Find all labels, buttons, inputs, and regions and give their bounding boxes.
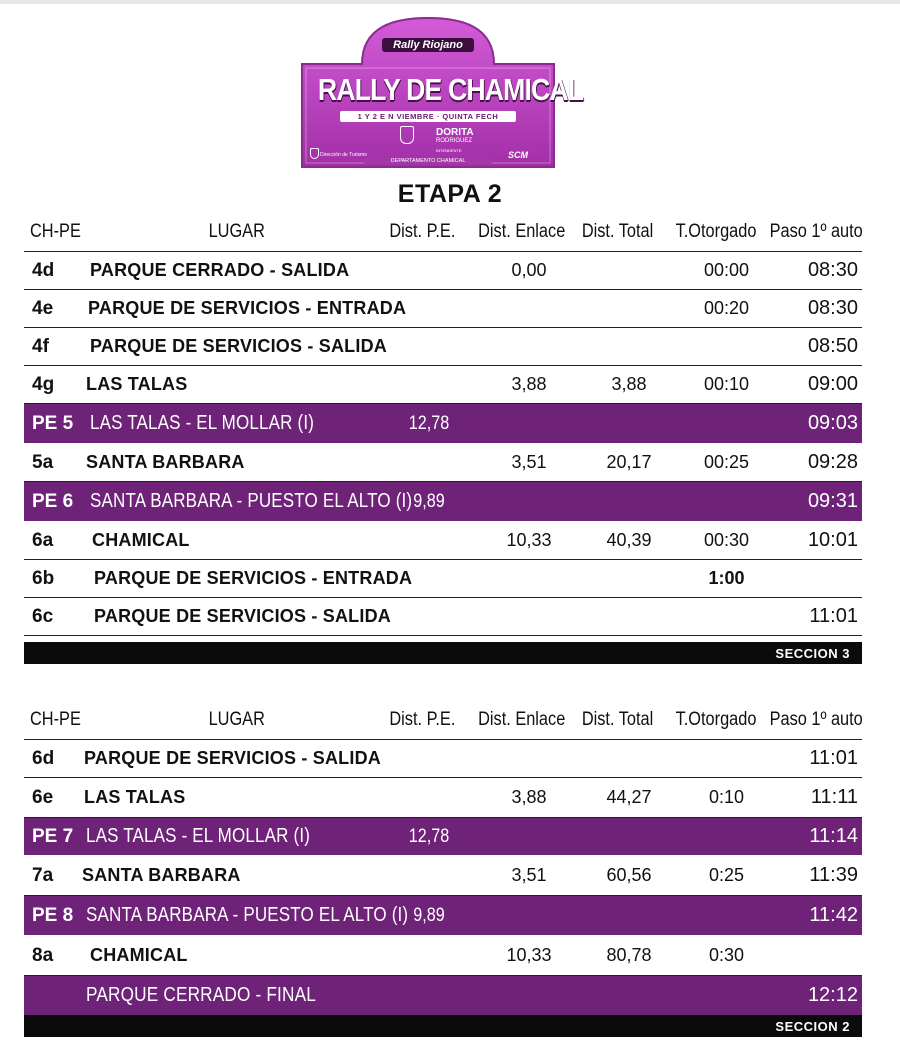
- cell-dist-pe: [399, 444, 459, 481]
- table-row: [24, 976, 862, 1015]
- header-dist-total: Dist. Total: [581, 708, 654, 730]
- cell-dist-total: 60,56: [606, 865, 652, 885]
- header-ch-pe: CH-PE: [30, 220, 81, 242]
- cell-t-otorgado: 0:25: [708, 865, 745, 885]
- cell-code: 5a: [32, 451, 54, 473]
- special-stage-row: [24, 818, 862, 856]
- itinerary-table-section2: [24, 700, 862, 1036]
- cell-place: PARQUE DE SERVICIOS - ENTRADA: [88, 298, 407, 318]
- cell-paso: 11:14: [809, 825, 858, 847]
- cell-t-otorgado: 00:20: [703, 298, 750, 318]
- cell-dist-enlace: [474, 976, 584, 1015]
- cell-code: PE 7: [32, 825, 74, 847]
- cell-dist-enlace: [474, 482, 584, 521]
- cell-place: LAS TALAS - EL MOLLAR (I): [86, 825, 311, 847]
- crest-small-icon: [310, 148, 319, 159]
- cell-paso: 11:42: [809, 904, 858, 926]
- cell-dist-pe: [399, 328, 459, 365]
- cell-t-otorgado: [679, 818, 774, 855]
- table-row: [24, 598, 862, 636]
- cell-code: PE 5: [32, 412, 74, 434]
- cell-place: PARQUE DE SERVICIOS - SALIDA: [84, 748, 381, 768]
- cell-dist-enlace: 0,00: [511, 260, 547, 280]
- cell-dist-pe: [399, 522, 459, 559]
- cell-paso: 11:01: [809, 605, 858, 627]
- cell-t-otorgado: 00:30: [703, 530, 750, 550]
- cell-place: SANTA BARBARA: [86, 452, 245, 472]
- cell-dist-enlace: [474, 290, 584, 327]
- special-stage-row: [24, 482, 862, 522]
- cell-dist-enlace: 3,51: [511, 452, 547, 472]
- header-t-otorgado: T.Otorgado: [675, 220, 757, 242]
- cell-dist-enlace: 3,51: [511, 865, 547, 885]
- cell-t-otorgado: [679, 896, 774, 935]
- cell-paso: 09:03: [807, 412, 858, 434]
- cell-dist-total: [579, 560, 679, 597]
- logo-brand: Rally Riojano: [382, 38, 474, 52]
- header-dist-total: Dist. Total: [581, 220, 654, 242]
- logo-dates: 1 Y 2 E N VIEMBRE · QUINTA FECH: [340, 111, 516, 122]
- cell-dist-total: [579, 818, 679, 855]
- cell-paso: 09:00: [807, 373, 858, 395]
- cell-dist-enlace: [474, 896, 584, 935]
- cell-t-otorgado: [679, 976, 774, 1015]
- cell-dist-enlace: [474, 740, 584, 777]
- cell-dist-total: [579, 404, 679, 443]
- cell-dist-pe: [399, 598, 459, 635]
- cell-paso: 09:31: [807, 490, 858, 512]
- cell-dist-enlace: [474, 328, 584, 365]
- cell-t-otorgado: [679, 404, 774, 443]
- cell-dist-pe: 12,78: [408, 825, 450, 847]
- cell-dist-total: [579, 976, 679, 1015]
- cell-place: SANTA BARBARA - PUESTO EL ALTO (I): [86, 904, 409, 926]
- cell-dist-enlace: [474, 818, 584, 855]
- cell-code: 4f: [32, 335, 49, 357]
- cell-code: 4g: [32, 373, 55, 395]
- cell-dist-total: [579, 740, 679, 777]
- cell-dist-total: [579, 328, 679, 365]
- cell-code: 4e: [32, 297, 54, 319]
- cell-dist-pe: [399, 366, 459, 403]
- cell-dist-pe: [399, 976, 459, 1015]
- cell-dist-pe: [399, 290, 459, 327]
- table-row: [24, 366, 862, 404]
- logo-sponsor-sub2: INTENDENTE: [436, 148, 462, 153]
- table-row: [24, 328, 862, 366]
- cell-dist-total: [579, 290, 679, 327]
- logo-title: RALLY DE CHAMICAL: [317, 72, 584, 107]
- header-paso: Paso 1º auto: [769, 220, 863, 242]
- cell-dist-pe: [399, 856, 459, 895]
- table-row: [24, 444, 862, 482]
- cell-place: PARQUE DE SERVICIOS - SALIDA: [90, 336, 387, 356]
- cell-dist-total: [579, 598, 679, 635]
- cell-t-otorgado: 0:30: [708, 945, 745, 965]
- cell-place: LAS TALAS - EL MOLLAR (I): [90, 412, 315, 434]
- cell-dist-enlace: [474, 404, 584, 443]
- table-header: [24, 700, 862, 740]
- cell-code: 7a: [32, 864, 54, 886]
- cell-t-otorgado: 00:25: [703, 452, 750, 472]
- logo-dept: DEPARTAMENTO CHAMICAL: [364, 158, 492, 164]
- special-stage-row: [24, 896, 862, 936]
- cell-dist-enlace: 3,88: [511, 374, 547, 394]
- rally-logo: [300, 16, 584, 169]
- cell-dist-total: [579, 252, 679, 289]
- cell-code: 8a: [32, 944, 54, 966]
- cell-code: PE 8: [32, 904, 74, 926]
- cell-code: 6a: [32, 529, 54, 551]
- cell-paso: 11:01: [809, 747, 858, 769]
- table-header: [24, 212, 862, 252]
- cell-paso: [774, 936, 858, 975]
- table-row: [24, 856, 862, 896]
- cell-t-otorgado: [679, 328, 774, 365]
- cell-dist-enlace: 3,88: [511, 787, 547, 807]
- cell-dist-pe: [399, 740, 459, 777]
- header-dist-enlace: Dist. Enlace: [478, 708, 566, 730]
- cell-t-otorgado: 1:00: [708, 568, 745, 588]
- cell-paso: 09:28: [807, 451, 858, 473]
- cell-dist-pe: [399, 252, 459, 289]
- cell-code: PE 6: [32, 490, 74, 512]
- cell-dist-enlace: 10,33: [506, 530, 552, 550]
- table-row: [24, 740, 862, 778]
- cell-place: SANTA BARBARA: [82, 865, 241, 885]
- cell-dist-total: 40,39: [606, 530, 652, 550]
- header-lugar: LUGAR: [208, 220, 265, 242]
- header-dist-pe: Dist. P.E.: [389, 220, 456, 242]
- crest-icon: [400, 126, 414, 144]
- cell-t-otorgado: [679, 482, 774, 521]
- cell-place: SANTA BARBARA - PUESTO EL ALTO (I): [90, 490, 413, 512]
- cell-dist-enlace: [474, 560, 584, 597]
- cell-code: 6b: [32, 567, 55, 589]
- table-row: [24, 778, 862, 818]
- cell-paso: 11:11: [810, 786, 858, 808]
- header-dist-enlace: Dist. Enlace: [478, 220, 566, 242]
- cell-dist-total: [579, 482, 679, 521]
- cell-place: CHAMICAL: [92, 530, 190, 550]
- cell-place: PARQUE DE SERVICIOS - ENTRADA: [94, 568, 413, 588]
- cell-t-otorgado: [679, 598, 774, 635]
- top-border: [0, 0, 900, 4]
- cell-dist-pe: [399, 560, 459, 597]
- cell-place: CHAMICAL: [90, 945, 188, 965]
- cell-place: PARQUE CERRADO - SALIDA: [90, 260, 350, 280]
- table-row: [24, 560, 862, 598]
- header-paso: Paso 1º auto: [769, 708, 863, 730]
- cell-dist-enlace: 10,33: [506, 945, 552, 965]
- logo-left-small-text: Dirección de Turismo: [320, 152, 367, 158]
- header-ch-pe: CH-PE: [30, 708, 81, 730]
- cell-paso: 08:30: [807, 259, 858, 281]
- cell-t-otorgado: 0:10: [708, 787, 745, 807]
- header-dist-pe: Dist. P.E.: [389, 708, 456, 730]
- cell-t-otorgado: 00:10: [703, 374, 750, 394]
- seccion-3-bar: SECCION 3: [24, 642, 862, 664]
- logo-sponsor-name: DORITA: [436, 127, 474, 138]
- cell-place: LAS TALAS: [86, 374, 188, 394]
- itinerary-table-section3: [24, 212, 862, 664]
- special-stage-row: [24, 404, 862, 444]
- cell-dist-enlace: [474, 598, 584, 635]
- cell-place: LAS TALAS: [84, 787, 186, 807]
- cell-code: 6c: [32, 605, 54, 627]
- cell-t-otorgado: 00:00: [703, 260, 750, 280]
- table-row: [24, 522, 862, 560]
- cell-dist-pe: [399, 778, 459, 817]
- cell-place: PARQUE DE SERVICIOS - SALIDA: [94, 606, 391, 626]
- cell-dist-pe: [399, 936, 459, 975]
- cell-code: 6e: [32, 786, 54, 808]
- cell-dist-total: [579, 896, 679, 935]
- cell-code: 4d: [32, 259, 55, 281]
- cell-paso: 12:12: [807, 984, 858, 1006]
- cell-dist-pe: 9,89: [413, 904, 445, 926]
- header-lugar: LUGAR: [208, 708, 265, 730]
- table-row: [24, 252, 862, 290]
- cell-dist-total: 80,78: [606, 945, 652, 965]
- table-row: [24, 290, 862, 328]
- cell-paso: 11:39: [809, 864, 858, 886]
- cell-place: PARQUE CERRADO - FINAL: [86, 984, 316, 1006]
- cell-paso: [774, 560, 858, 597]
- cell-dist-pe: 12,78: [408, 412, 450, 434]
- cell-dist-pe: 9,89: [413, 490, 445, 512]
- header-t-otorgado: T.Otorgado: [675, 708, 757, 730]
- logo-scm: SCM: [508, 150, 528, 160]
- cell-paso: 08:30: [807, 297, 858, 319]
- logo-sponsor: [436, 128, 474, 155]
- cell-paso: 10:01: [807, 529, 858, 551]
- logo-sponsor-sub: RODRIGUEZ: [436, 138, 472, 144]
- cell-dist-total: 20,17: [606, 452, 652, 472]
- cell-paso: 08:50: [807, 335, 858, 357]
- cell-t-otorgado: [679, 740, 774, 777]
- etapa-title: ETAPA 2: [397, 180, 503, 208]
- cell-code: 6d: [32, 747, 55, 769]
- cell-dist-total: 3,88: [611, 374, 647, 394]
- table-row: [24, 936, 862, 976]
- seccion-2-bar: SECCION 2: [24, 1015, 862, 1037]
- cell-dist-total: 44,27: [606, 787, 652, 807]
